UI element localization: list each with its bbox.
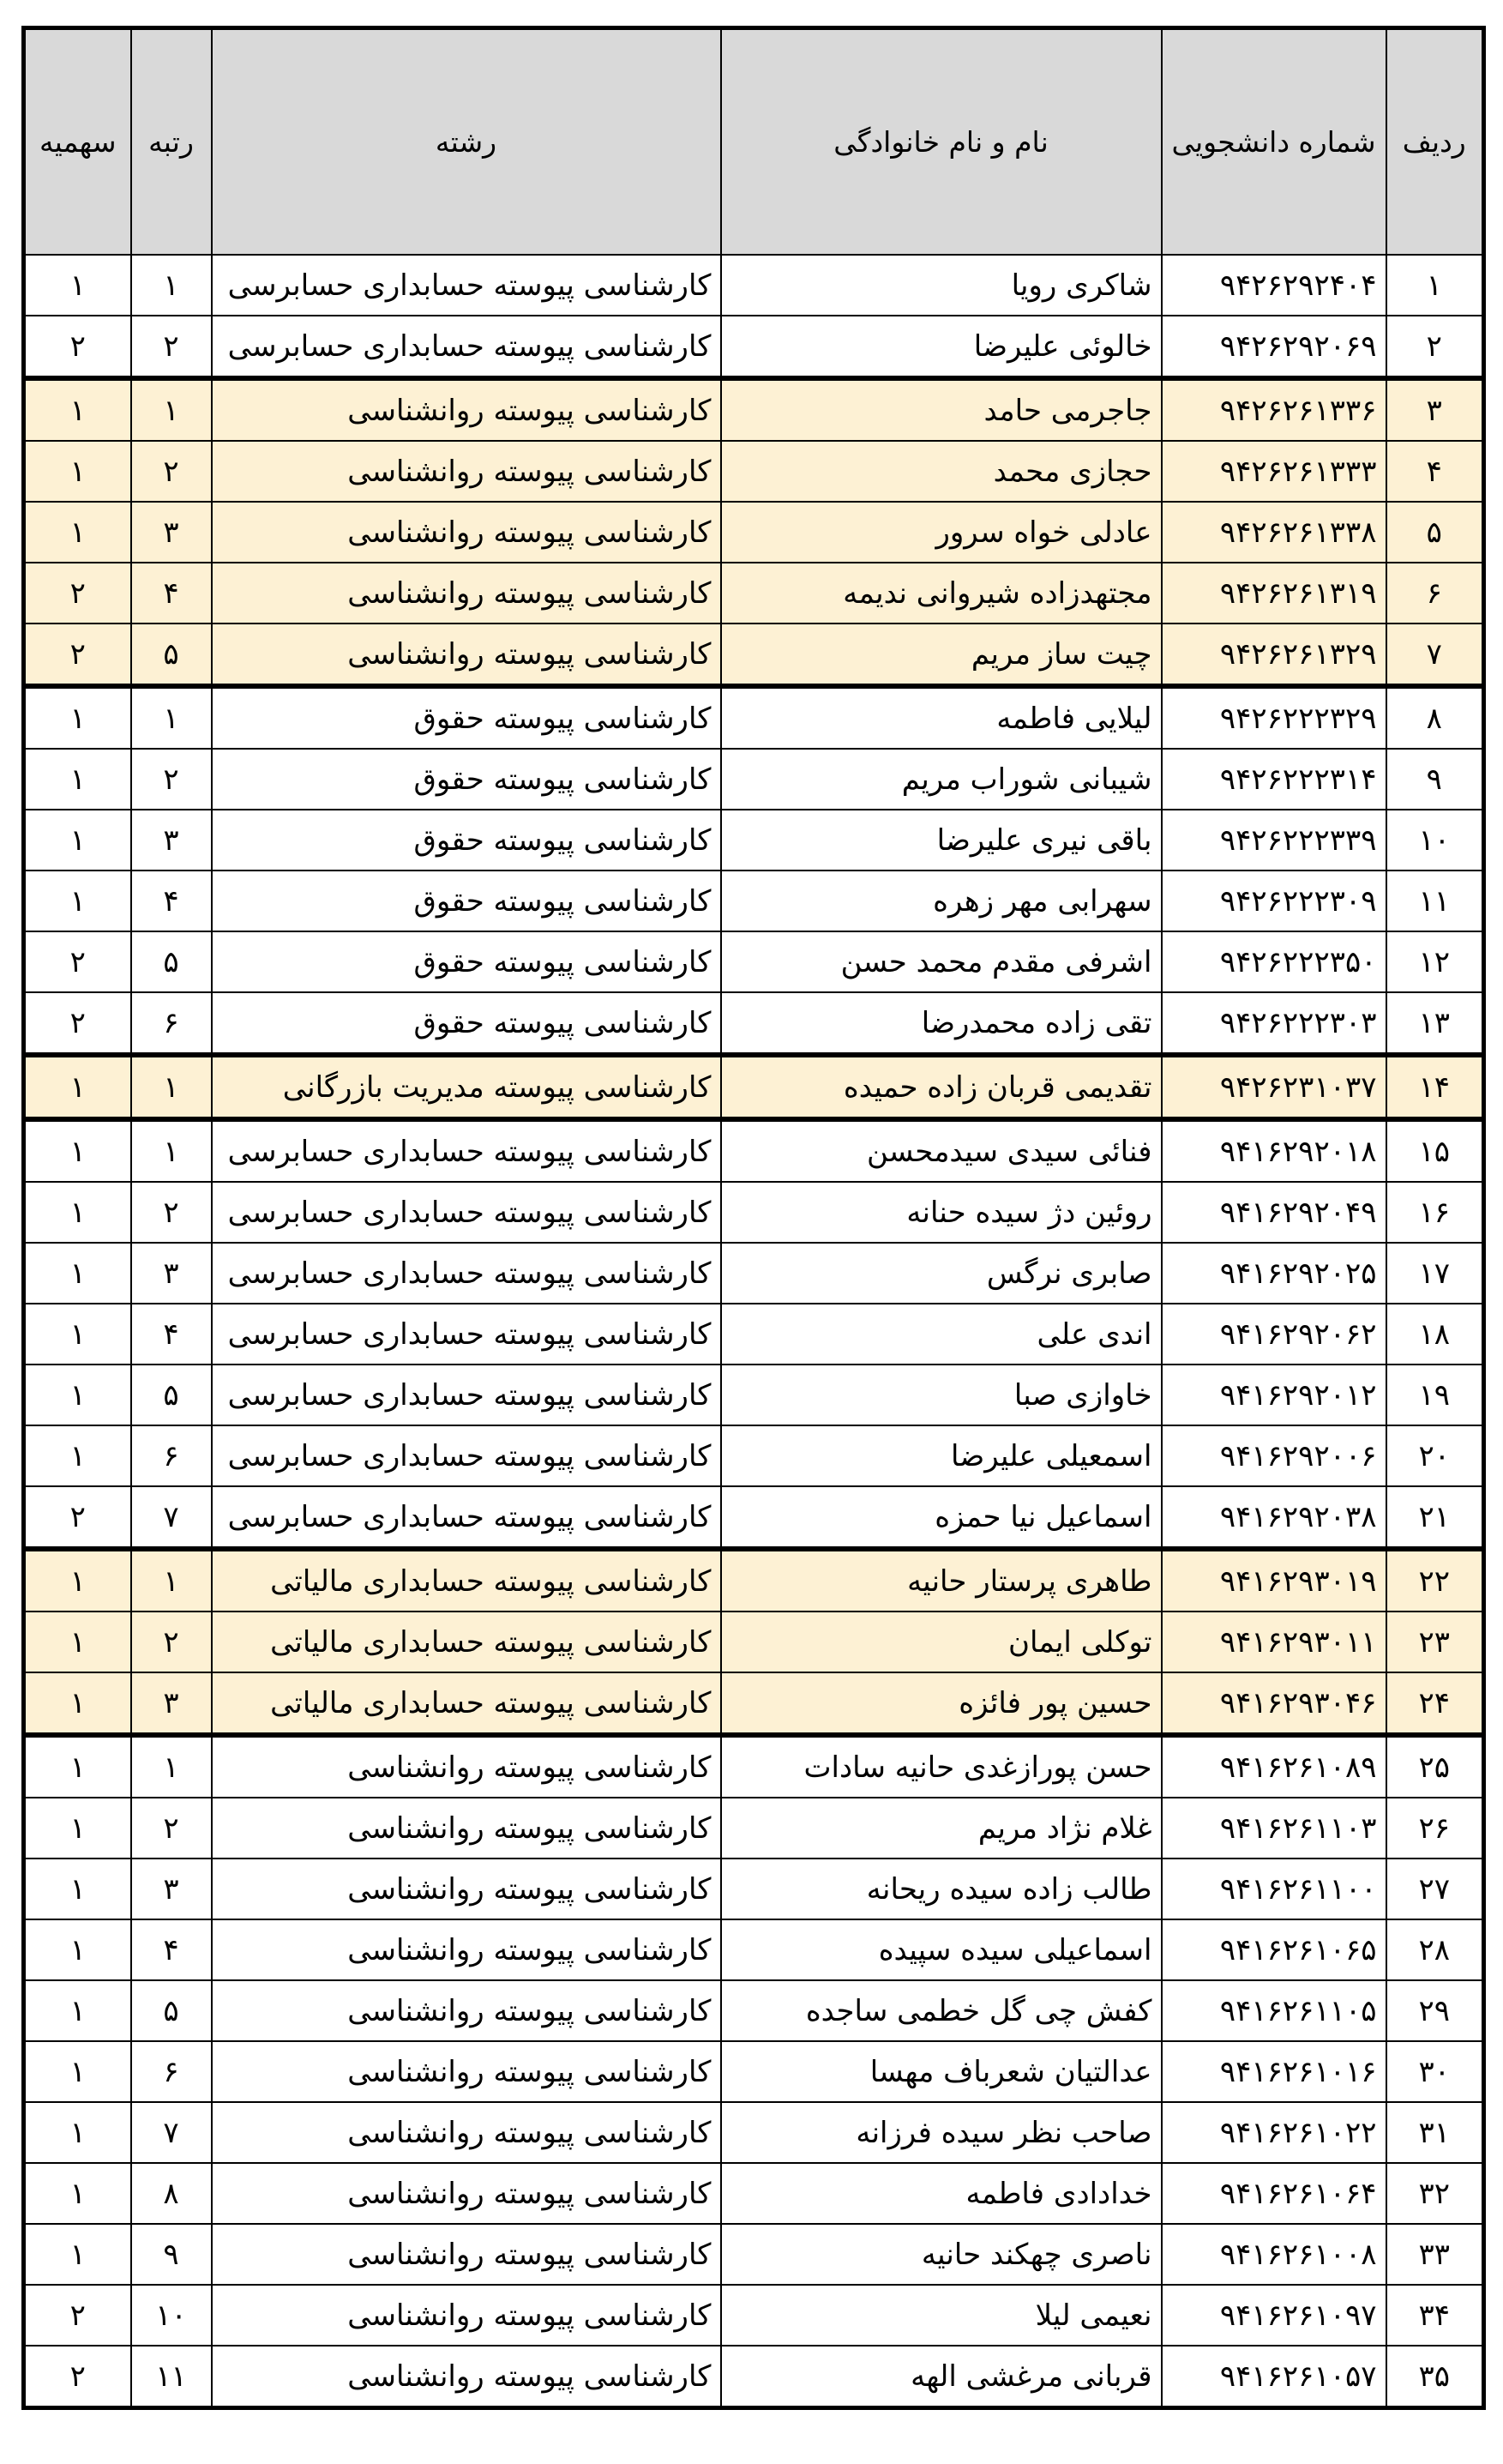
student-id-cell: ۹۴۱۶۲۶۱۰۰۸: [1162, 2224, 1386, 2285]
table-row: [24, 749, 1484, 810]
table-row: [24, 1243, 1484, 1304]
rank-cell: ۱: [131, 1549, 212, 1612]
header-student-id: شماره دانشجویی: [1162, 28, 1386, 256]
row-number-cell: ۱۴: [1386, 1055, 1484, 1119]
full-name-cell: حسن پورازغدی حانیه سادات: [721, 1735, 1162, 1798]
rank-cell: ۳: [131, 502, 212, 563]
field-cell: کارشناسی پیوسته روانشناسی: [212, 1980, 721, 2041]
row-number-cell: ۲۰: [1386, 1425, 1484, 1486]
header-full-name: نام و نام خانوادگی: [721, 28, 1162, 256]
table-row: [24, 255, 1484, 316]
table-row: [24, 1919, 1484, 1980]
students-table: [21, 26, 1486, 2410]
row-number-cell: ۷: [1386, 624, 1484, 686]
field-cell: کارشناسی پیوسته روانشناسی: [212, 441, 721, 502]
field-cell: کارشناسی پیوسته مدیریت بازرگانی: [212, 1055, 721, 1119]
share-cell: ۱: [24, 871, 131, 931]
row-number-cell: ۱۹: [1386, 1365, 1484, 1425]
rank-cell: ۱: [131, 1055, 212, 1119]
rank-cell: ۴: [131, 1304, 212, 1365]
full-name-cell: توکلی ایمان: [721, 1612, 1162, 1672]
full-name-cell: خاوازی صبا: [721, 1365, 1162, 1425]
row-number-cell: ۱۶: [1386, 1182, 1484, 1243]
field-cell: کارشناسی پیوسته حقوق: [212, 871, 721, 931]
share-cell: ۱: [24, 1859, 131, 1919]
row-number-cell: ۸: [1386, 686, 1484, 749]
full-name-cell: سهرابی مهر زهره: [721, 871, 1162, 931]
row-number-cell: ۴: [1386, 441, 1484, 502]
student-id-cell: ۹۴۲۶۲۹۲۴۰۴: [1162, 255, 1386, 316]
student-id-cell: ۹۴۲۶۲۲۲۳۲۹: [1162, 686, 1386, 749]
rank-cell: ۵: [131, 1365, 212, 1425]
full-name-cell: روئین دژ سیده حنانه: [721, 1182, 1162, 1243]
student-id-cell: ۹۴۱۶۲۹۲۰۴۹: [1162, 1182, 1386, 1243]
field-cell: کارشناسی پیوسته حسابداری حسابرسی: [212, 1425, 721, 1486]
full-name-cell: عدالتیان شعرباف مهسا: [721, 2041, 1162, 2102]
rank-cell: ۲: [131, 1798, 212, 1859]
row-number-cell: ۱۳: [1386, 992, 1484, 1055]
rank-cell: ۱: [131, 686, 212, 749]
share-cell: ۱: [24, 1980, 131, 2041]
table-row: [24, 686, 1484, 749]
rank-cell: ۱: [131, 378, 212, 441]
full-name-cell: اشرفی مقدم محمد حسن: [721, 931, 1162, 992]
full-name-cell: ناصری چهکند حانیه: [721, 2224, 1162, 2285]
header-row: [24, 28, 1484, 256]
field-cell: کارشناسی پیوسته حسابداری حسابرسی: [212, 1304, 721, 1365]
rank-cell: ۳: [131, 1243, 212, 1304]
field-cell: کارشناسی پیوسته حقوق: [212, 686, 721, 749]
student-id-cell: ۹۴۱۶۲۶۱۱۰۵: [1162, 1980, 1386, 2041]
rank-cell: ۲: [131, 1182, 212, 1243]
rank-cell: ۱۱: [131, 2346, 212, 2408]
row-number-cell: ۳۰: [1386, 2041, 1484, 2102]
row-number-cell: ۱۱: [1386, 871, 1484, 931]
student-id-cell: ۹۴۲۶۲۳۱۰۳۷: [1162, 1055, 1386, 1119]
student-id-cell: ۹۴۱۶۲۶۱۰۲۲: [1162, 2102, 1386, 2163]
share-cell: ۱: [24, 749, 131, 810]
table-row: [24, 2346, 1484, 2408]
share-cell: ۲: [24, 2285, 131, 2346]
share-cell: ۱: [24, 255, 131, 316]
share-cell: ۲: [24, 2346, 131, 2408]
rank-cell: ۸: [131, 2163, 212, 2224]
student-id-cell: ۹۴۲۶۲۶۱۳۳۶: [1162, 378, 1386, 441]
full-name-cell: طاهری پرستار حانیه: [721, 1549, 1162, 1612]
rank-cell: ۹: [131, 2224, 212, 2285]
table-row: [24, 1425, 1484, 1486]
field-cell: کارشناسی پیوسته حسابداری مالیاتی: [212, 1549, 721, 1612]
full-name-cell: حسین پور فائزه: [721, 1672, 1162, 1735]
rank-cell: ۵: [131, 931, 212, 992]
table-row: [24, 1612, 1484, 1672]
full-name-cell: شاکری رویا: [721, 255, 1162, 316]
field-cell: کارشناسی پیوسته روانشناسی: [212, 502, 721, 563]
field-cell: کارشناسی پیوسته روانشناسی: [212, 1735, 721, 1798]
field-cell: کارشناسی پیوسته روانشناسی: [212, 624, 721, 686]
share-cell: ۱: [24, 686, 131, 749]
row-number-cell: ۲۹: [1386, 1980, 1484, 2041]
field-cell: کارشناسی پیوسته روانشناسی: [212, 2163, 721, 2224]
header-share: سهمیه: [24, 28, 131, 256]
field-cell: کارشناسی پیوسته حسابداری حسابرسی: [212, 1182, 721, 1243]
student-id-cell: ۹۴۱۶۲۹۲۰۶۲: [1162, 1304, 1386, 1365]
table-row: [24, 1119, 1484, 1182]
full-name-cell: کفش چی گل خطمی ساجده: [721, 1980, 1162, 2041]
full-name-cell: نعیمی لیلا: [721, 2285, 1162, 2346]
header-field: رشته: [212, 28, 721, 256]
full-name-cell: باقی نیری علیرضا: [721, 810, 1162, 871]
rank-cell: ۴: [131, 871, 212, 931]
share-cell: ۱: [24, 1919, 131, 1980]
rank-cell: ۱: [131, 255, 212, 316]
field-cell: کارشناسی پیوسته حقوق: [212, 749, 721, 810]
field-cell: کارشناسی پیوسته روانشناسی: [212, 2346, 721, 2408]
field-cell: کارشناسی پیوسته حقوق: [212, 810, 721, 871]
row-number-cell: ۳: [1386, 378, 1484, 441]
table-body: [24, 255, 1484, 2408]
rank-cell: ۲: [131, 316, 212, 378]
student-id-cell: ۹۴۱۶۲۹۲۰۳۸: [1162, 1486, 1386, 1549]
student-id-cell: ۹۴۲۶۲۶۱۳۳۸: [1162, 502, 1386, 563]
row-number-cell: ۳۳: [1386, 2224, 1484, 2285]
full-name-cell: خالوئی علیرضا: [721, 316, 1162, 378]
table-row: [24, 1486, 1484, 1549]
rank-cell: ۷: [131, 2102, 212, 2163]
share-cell: ۱: [24, 1365, 131, 1425]
row-number-cell: ۱: [1386, 255, 1484, 316]
share-cell: ۱: [24, 1798, 131, 1859]
table-row: [24, 378, 1484, 441]
row-number-cell: ۲۳: [1386, 1612, 1484, 1672]
share-cell: ۱: [24, 1055, 131, 1119]
student-id-cell: ۹۴۱۶۲۶۱۰۹۷: [1162, 2285, 1386, 2346]
row-number-cell: ۹: [1386, 749, 1484, 810]
table-row: [24, 624, 1484, 686]
full-name-cell: تقی زاده محمدرضا: [721, 992, 1162, 1055]
student-id-cell: ۹۴۲۶۲۹۲۰۶۹: [1162, 316, 1386, 378]
field-cell: کارشناسی پیوسته حقوق: [212, 992, 721, 1055]
student-id-cell: ۹۴۱۶۲۶۱۰۵۷: [1162, 2346, 1386, 2408]
results-sheet: [21, 26, 1482, 2410]
full-name-cell: شیبانی شوراب مریم: [721, 749, 1162, 810]
row-number-cell: ۳۵: [1386, 2346, 1484, 2408]
row-number-cell: ۲۱: [1386, 1486, 1484, 1549]
row-number-cell: ۳۴: [1386, 2285, 1484, 2346]
share-cell: ۱: [24, 1425, 131, 1486]
student-id-cell: ۹۴۲۶۲۶۱۳۱۹: [1162, 563, 1386, 624]
full-name-cell: صابری نرگس: [721, 1243, 1162, 1304]
row-number-cell: ۲۷: [1386, 1859, 1484, 1919]
row-number-cell: ۱۲: [1386, 931, 1484, 992]
table-row: [24, 1365, 1484, 1425]
share-cell: ۱: [24, 1119, 131, 1182]
student-id-cell: ۹۴۲۶۲۶۱۳۳۳: [1162, 441, 1386, 502]
full-name-cell: حجازی محمد: [721, 441, 1162, 502]
rank-cell: ۴: [131, 563, 212, 624]
row-number-cell: ۲۸: [1386, 1919, 1484, 1980]
share-cell: ۱: [24, 378, 131, 441]
field-cell: کارشناسی پیوسته حسابداری حسابرسی: [212, 1119, 721, 1182]
student-id-cell: ۹۴۱۶۲۶۱۱۰۰: [1162, 1859, 1386, 1919]
row-number-cell: ۲۴: [1386, 1672, 1484, 1735]
share-cell: ۱: [24, 502, 131, 563]
student-id-cell: ۹۴۲۶۲۲۲۳۰۳: [1162, 992, 1386, 1055]
table-row: [24, 2163, 1484, 2224]
full-name-cell: عادلی خواه سرور: [721, 502, 1162, 563]
rank-cell: ۵: [131, 624, 212, 686]
row-number-cell: ۲۲: [1386, 1549, 1484, 1612]
row-number-cell: ۱۰: [1386, 810, 1484, 871]
field-cell: کارشناسی پیوسته حسابداری حسابرسی: [212, 1365, 721, 1425]
row-number-cell: ۲: [1386, 316, 1484, 378]
full-name-cell: تقدیمی قربان زاده حمیده: [721, 1055, 1162, 1119]
student-id-cell: ۹۴۲۶۲۲۲۳۵۰: [1162, 931, 1386, 992]
share-cell: ۲: [24, 931, 131, 992]
header-row-number: ردیف: [1386, 28, 1484, 256]
full-name-cell: لیلایی فاطمه: [721, 686, 1162, 749]
table-row: [24, 1055, 1484, 1119]
row-number-cell: ۱۷: [1386, 1243, 1484, 1304]
student-id-cell: ۹۴۱۶۲۹۳۰۱۹: [1162, 1549, 1386, 1612]
rank-cell: ۶: [131, 1425, 212, 1486]
share-cell: ۱: [24, 1735, 131, 1798]
field-cell: کارشناسی پیوسته حسابداری حسابرسی: [212, 1486, 721, 1549]
share-cell: ۱: [24, 810, 131, 871]
rank-cell: ۶: [131, 992, 212, 1055]
header-rank: رتبه: [131, 28, 212, 256]
share-cell: ۱: [24, 2224, 131, 2285]
field-cell: کارشناسی پیوسته روانشناسی: [212, 2285, 721, 2346]
table-row: [24, 1672, 1484, 1735]
table-row: [24, 441, 1484, 502]
student-id-cell: ۹۴۱۶۲۹۲۰۲۵: [1162, 1243, 1386, 1304]
share-cell: ۱: [24, 2102, 131, 2163]
table-row: [24, 871, 1484, 931]
field-cell: کارشناسی پیوسته حسابداری مالیاتی: [212, 1672, 721, 1735]
share-cell: ۲: [24, 316, 131, 378]
full-name-cell: جاجرمی حامد: [721, 378, 1162, 441]
table-row: [24, 1798, 1484, 1859]
table-row: [24, 1182, 1484, 1243]
share-cell: ۱: [24, 441, 131, 502]
table-row: [24, 810, 1484, 871]
student-id-cell: ۹۴۱۶۲۹۲۰۱۸: [1162, 1119, 1386, 1182]
field-cell: کارشناسی پیوسته روانشناسی: [212, 563, 721, 624]
field-cell: کارشناسی پیوسته روانشناسی: [212, 2102, 721, 2163]
share-cell: ۱: [24, 1243, 131, 1304]
row-number-cell: ۳۱: [1386, 2102, 1484, 2163]
student-id-cell: ۹۴۲۶۲۶۱۳۲۹: [1162, 624, 1386, 686]
rank-cell: ۷: [131, 1486, 212, 1549]
rank-cell: ۱: [131, 1119, 212, 1182]
table-row: [24, 2285, 1484, 2346]
full-name-cell: اسمعیلی علیرضا: [721, 1425, 1162, 1486]
share-cell: ۱: [24, 1672, 131, 1735]
student-id-cell: ۹۴۲۶۲۲۲۳۰۹: [1162, 871, 1386, 931]
share-cell: ۱: [24, 2163, 131, 2224]
rank-cell: ۳: [131, 810, 212, 871]
rank-cell: ۱: [131, 1735, 212, 1798]
share-cell: ۱: [24, 1612, 131, 1672]
student-id-cell: ۹۴۱۶۲۶۱۰۶۵: [1162, 1919, 1386, 1980]
full-name-cell: اسماعیلی سیده سپیده: [721, 1919, 1162, 1980]
full-name-cell: فنائی سیدی سیدمحسن: [721, 1119, 1162, 1182]
share-cell: ۱: [24, 2041, 131, 2102]
field-cell: کارشناسی پیوسته روانشناسی: [212, 1919, 721, 1980]
table-row: [24, 992, 1484, 1055]
share-cell: ۲: [24, 624, 131, 686]
rank-cell: ۲: [131, 749, 212, 810]
full-name-cell: مجتهدزاده شیروانی ندیمه: [721, 563, 1162, 624]
table-row: [24, 316, 1484, 378]
full-name-cell: طالب زاده سیده ریحانه: [721, 1859, 1162, 1919]
rank-cell: ۶: [131, 2041, 212, 2102]
full-name-cell: خدادادی فاطمه: [721, 2163, 1162, 2224]
table-row: [24, 1859, 1484, 1919]
student-id-cell: ۹۴۱۶۲۹۲۰۱۲: [1162, 1365, 1386, 1425]
table-row: [24, 1549, 1484, 1612]
student-id-cell: ۹۴۱۶۲۹۳۰۱۱: [1162, 1612, 1386, 1672]
student-id-cell: ۹۴۱۶۲۶۱۰۸۹: [1162, 1735, 1386, 1798]
row-number-cell: ۶: [1386, 563, 1484, 624]
student-id-cell: ۹۴۱۶۲۹۲۰۰۶: [1162, 1425, 1386, 1486]
field-cell: کارشناسی پیوسته حسابداری حسابرسی: [212, 316, 721, 378]
row-number-cell: ۲۶: [1386, 1798, 1484, 1859]
row-number-cell: ۲۵: [1386, 1735, 1484, 1798]
full-name-cell: اسماعیل نیا حمزه: [721, 1486, 1162, 1549]
field-cell: کارشناسی پیوسته روانشناسی: [212, 378, 721, 441]
full-name-cell: صاحب نظر سیده فرزانه: [721, 2102, 1162, 2163]
row-number-cell: ۵: [1386, 502, 1484, 563]
student-id-cell: ۹۴۲۶۲۲۲۳۱۴: [1162, 749, 1386, 810]
table-row: [24, 931, 1484, 992]
table-row: [24, 1304, 1484, 1365]
rank-cell: ۲: [131, 441, 212, 502]
student-id-cell: ۹۴۱۶۲۶۱۰۶۴: [1162, 2163, 1386, 2224]
row-number-cell: ۱۵: [1386, 1119, 1484, 1182]
share-cell: ۲: [24, 992, 131, 1055]
field-cell: کارشناسی پیوسته حسابداری حسابرسی: [212, 255, 721, 316]
full-name-cell: چیت ساز مریم: [721, 624, 1162, 686]
field-cell: کارشناسی پیوسته حسابداری مالیاتی: [212, 1612, 721, 1672]
table-row: [24, 2102, 1484, 2163]
rank-cell: ۳: [131, 1672, 212, 1735]
rank-cell: ۴: [131, 1919, 212, 1980]
full-name-cell: قربانی مرغشی الهه: [721, 2346, 1162, 2408]
table-row: [24, 2224, 1484, 2285]
student-id-cell: ۹۴۱۶۲۹۳۰۴۶: [1162, 1672, 1386, 1735]
share-cell: ۲: [24, 563, 131, 624]
row-number-cell: ۱۸: [1386, 1304, 1484, 1365]
rank-cell: ۵: [131, 1980, 212, 2041]
field-cell: کارشناسی پیوسته روانشناسی: [212, 2224, 721, 2285]
row-number-cell: ۳۲: [1386, 2163, 1484, 2224]
rank-cell: ۳: [131, 1859, 212, 1919]
field-cell: کارشناسی پیوسته حسابداری حسابرسی: [212, 1243, 721, 1304]
share-cell: ۱: [24, 1304, 131, 1365]
field-cell: کارشناسی پیوسته روانشناسی: [212, 2041, 721, 2102]
student-id-cell: ۹۴۲۶۲۲۲۳۳۹: [1162, 810, 1386, 871]
student-id-cell: ۹۴۱۶۲۶۱۰۱۶: [1162, 2041, 1386, 2102]
full-name-cell: اندی علی: [721, 1304, 1162, 1365]
table-row: [24, 2041, 1484, 2102]
field-cell: کارشناسی پیوسته روانشناسی: [212, 1798, 721, 1859]
share-cell: ۲: [24, 1486, 131, 1549]
field-cell: کارشناسی پیوسته حقوق: [212, 931, 721, 992]
student-id-cell: ۹۴۱۶۲۶۱۱۰۳: [1162, 1798, 1386, 1859]
table-row: [24, 1735, 1484, 1798]
field-cell: کارشناسی پیوسته روانشناسی: [212, 1859, 721, 1919]
full-name-cell: غلام نژاد مریم: [721, 1798, 1162, 1859]
table-row: [24, 563, 1484, 624]
table-row: [24, 1980, 1484, 2041]
table-row: [24, 502, 1484, 563]
share-cell: ۱: [24, 1549, 131, 1612]
rank-cell: ۲: [131, 1612, 212, 1672]
rank-cell: ۱۰: [131, 2285, 212, 2346]
share-cell: ۱: [24, 1182, 131, 1243]
